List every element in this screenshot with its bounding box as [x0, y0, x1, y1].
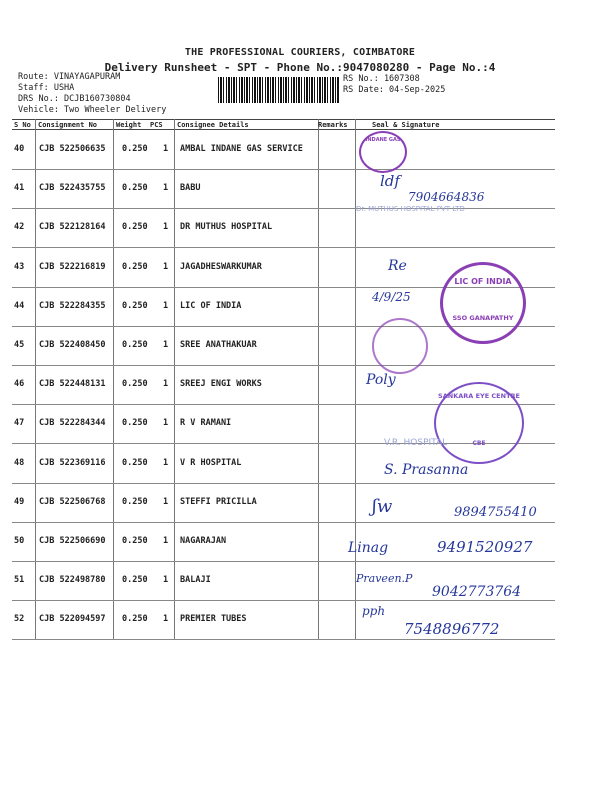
- cell-weight: 0.250: [122, 614, 148, 625]
- cell-weight: 0.250: [122, 457, 148, 468]
- cell-consignment: CJB 522284344: [39, 418, 106, 429]
- signature: 4/9/25: [372, 290, 411, 304]
- stamp-text: SSO GANAPATHY: [452, 314, 514, 322]
- cell-sno: 41: [14, 183, 25, 194]
- cell-pcs: 1: [163, 183, 169, 194]
- rs-number: RS No.: 1607308: [343, 74, 420, 84]
- cell-pcs: 1: [163, 496, 169, 507]
- handwritten-phone: 7548896772: [404, 620, 500, 638]
- header-weight: Weight: [116, 121, 142, 129]
- round-stamp: [372, 318, 428, 374]
- stamp-text: SANKARA EYE CENTRE: [438, 392, 520, 400]
- cell-consignment: CJB 522408450: [39, 340, 106, 350]
- rs-date: RS Date: 04-Sep-2025: [343, 85, 446, 95]
- cell-weight: 0.250: [122, 379, 148, 390]
- cell-consignment: CJB 522128164: [39, 222, 106, 233]
- cell-consignment: CJB 522216819: [39, 261, 106, 272]
- cell-consignee: LIC OF INDIA: [180, 300, 242, 311]
- signature: Linag: [348, 540, 389, 556]
- handwritten-name: Praveen.P: [356, 572, 413, 585]
- cell-weight: 0.250: [122, 496, 148, 507]
- cell-consignment: CJB 522498780: [39, 575, 106, 586]
- cell-consignee: SREEJ ENGI WORKS: [180, 379, 262, 390]
- staff: Staff: USHA: [18, 83, 75, 93]
- cell-sno: 47: [14, 418, 25, 429]
- header-seal: Seal & Signature: [372, 121, 440, 129]
- table-row: [12, 208, 555, 248]
- cell-weight: 0.250: [122, 144, 148, 154]
- cell-consignee: DR MUTHUS HOSPITAL: [180, 222, 273, 233]
- handwritten-phone: 9042773764: [432, 584, 522, 600]
- cell-sno: 48: [14, 457, 25, 468]
- header-pcs: PCS: [150, 121, 163, 129]
- table-top-border: [12, 119, 555, 120]
- cell-weight: 0.250: [122, 222, 148, 233]
- cell-sno: 45: [14, 340, 25, 350]
- vehicle: Vehicle: Two Wheeler Delivery: [18, 105, 167, 115]
- cell-weight: 0.250: [122, 536, 148, 546]
- cell-consignment: CJB 522284355: [39, 300, 106, 311]
- rs-info: [343, 74, 445, 96]
- signature: Re: [388, 258, 407, 274]
- cell-consignee: JAGADHESWARKUMAR: [180, 261, 262, 272]
- barcode: [218, 77, 340, 103]
- cell-sno: 43: [14, 261, 25, 272]
- cell-consignment: CJB 522369116: [39, 457, 106, 468]
- table-row: [12, 130, 555, 170]
- cell-sno: 46: [14, 379, 25, 390]
- cell-sno: 50: [14, 536, 25, 546]
- cell-pcs: 1: [163, 261, 169, 272]
- cell-consignee: BABU: [180, 183, 201, 194]
- cell-sno: 40: [14, 144, 25, 154]
- stamp-text: LIC OF INDIA: [454, 277, 512, 286]
- handwritten-phone: 7904664836: [408, 190, 485, 204]
- muthus-hospital-stamp: Dr. MUTHUS HOSPITAL PVT LTD: [356, 205, 465, 213]
- drs-number: DRS No.: DCJB160730804: [18, 94, 131, 104]
- indane-stamp: [359, 131, 407, 173]
- cell-weight: 0.250: [122, 300, 148, 311]
- signature: pph: [362, 604, 386, 618]
- cell-consignment: CJB 522435755: [39, 183, 106, 194]
- signature: ldf: [380, 172, 400, 190]
- header-consignee: Consignee Details: [177, 121, 249, 129]
- cell-sno: 51: [14, 575, 25, 586]
- document-title: THE PROFESSIONAL COURIERS, COIMBATORE: [184, 47, 416, 58]
- cell-consignment: CJB 522094597: [39, 614, 106, 625]
- cell-consignee: PREMIER TUBES: [180, 614, 247, 625]
- signature: S. Prasanna: [384, 462, 469, 478]
- cell-pcs: 1: [163, 340, 169, 350]
- cell-weight: 0.250: [122, 418, 148, 429]
- stamp-text: INDANE GAS: [365, 137, 401, 143]
- handwritten-phone: 9491520927: [437, 538, 533, 556]
- cell-consignment: CJB 522506768: [39, 496, 106, 507]
- cell-pcs: 1: [163, 222, 169, 233]
- cell-consignee: BALAJI: [180, 575, 211, 586]
- signature: ʃw: [372, 496, 393, 517]
- cell-pcs: 1: [163, 144, 169, 154]
- cell-sno: 42: [14, 222, 25, 233]
- cell-consignee: V R HOSPITAL: [180, 457, 242, 468]
- cell-pcs: 1: [163, 379, 169, 390]
- header-sno: S No: [14, 121, 31, 129]
- route: Route: VINAYAGAPURAM: [18, 72, 121, 82]
- handwritten-phone: 9894755410: [454, 505, 537, 520]
- cell-consignment: CJB 522448131: [39, 379, 106, 390]
- cell-weight: 0.250: [122, 183, 148, 194]
- cell-consignee: AMBAL INDANE GAS SERVICE: [180, 144, 303, 154]
- cell-weight: 0.250: [122, 575, 148, 586]
- cell-consignee: SREE ANATHAKUAR: [180, 340, 257, 350]
- cell-pcs: 1: [163, 614, 169, 625]
- vr-hospital-stamp: V.R. HOSPITAL: [384, 438, 448, 448]
- lic-stamp: [440, 262, 526, 344]
- document-subtitle: Delivery Runsheet - SPT - Phone No.:9047080280 - Page No.:4: [104, 61, 496, 74]
- cell-consignee: R V RAMANI: [180, 418, 232, 429]
- sankara-stamp: [434, 382, 524, 464]
- cell-pcs: 1: [163, 575, 169, 586]
- cell-consignee: NAGARAJAN: [180, 536, 227, 546]
- cell-consignment: CJB 522506690: [39, 536, 106, 546]
- cell-pcs: 1: [163, 418, 169, 429]
- stamp-text: CBE: [472, 440, 486, 447]
- cell-sno: 49: [14, 496, 25, 507]
- route-info: [18, 72, 166, 116]
- header-remarks: Remarks: [318, 121, 348, 129]
- cell-pcs: 1: [163, 536, 169, 546]
- cell-weight: 0.250: [122, 261, 148, 272]
- cell-consignment: CJB 522506635: [39, 144, 106, 154]
- signature: Poly: [366, 372, 396, 388]
- cell-sno: 52: [14, 614, 25, 625]
- cell-sno: 44: [14, 300, 25, 311]
- cell-weight: 0.250: [122, 340, 148, 350]
- cell-pcs: 1: [163, 300, 169, 311]
- cell-pcs: 1: [163, 457, 169, 468]
- cell-consignee: STEFFI PRICILLA: [180, 496, 257, 507]
- header-consignment: Consignment No: [38, 121, 98, 129]
